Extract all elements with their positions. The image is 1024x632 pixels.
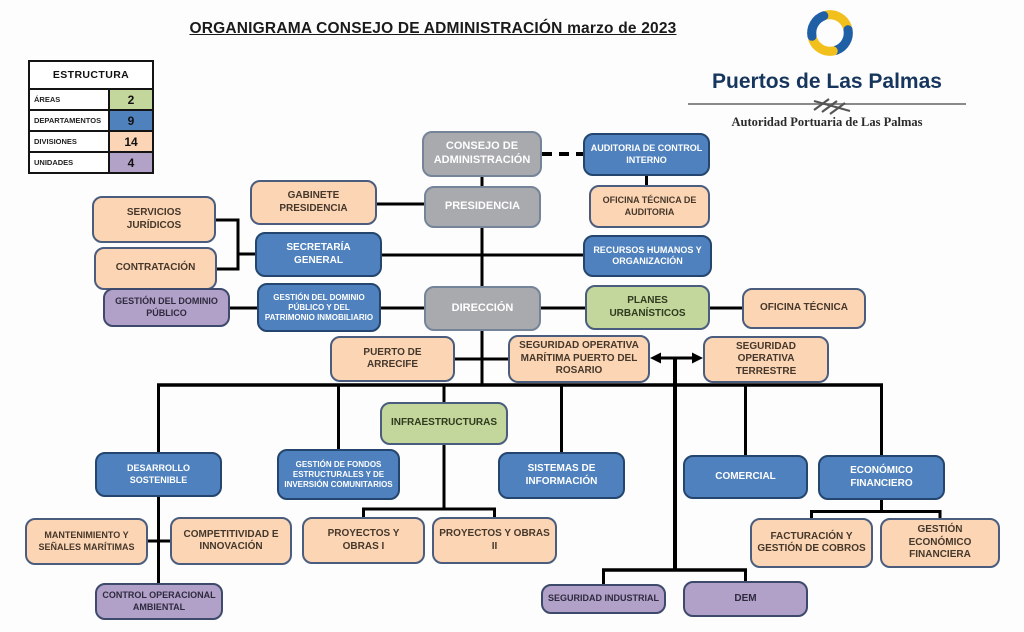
- node-puerto-de-arrecife: PUERTO DE ARRECIFE: [330, 336, 455, 382]
- node-gestion-del-dominio-publico: GESTIÓN DEL DOMINIO PÚBLICO: [103, 288, 230, 327]
- legend-value-unidades: 4: [110, 153, 152, 172]
- node-mantenimiento-y-senales-maritimas: MANTENIMIENTO Y SEÑALES MARÍTIMAS: [25, 518, 148, 565]
- legend-label-unidades: UNIDADES: [30, 153, 108, 172]
- page-title: ORGANIGRAMA CONSEJO DE ADMINISTRACIÓN marzo de 2023: [189, 20, 677, 37]
- node-gestion-economico-financiera: GESTIÓN ECONÓMICO FINANCIERA: [880, 518, 1000, 568]
- node-facturacion-y-gestion-de-cobros: FACTURACIÓN Y GESTIÓN DE COBROS: [750, 518, 873, 568]
- legend-value-divisiones: 14: [110, 132, 152, 151]
- node-proyectos-y-obras-1: PROYECTOS Y OBRAS I: [302, 517, 425, 564]
- node-planes-urbanisticos: PLANES URBANÍSTICOS: [585, 285, 710, 330]
- node-contratacion: CONTRATACIÓN: [94, 247, 217, 290]
- node-auditoria-de-control-interno: AUDITORIA DE CONTROL INTERNO: [583, 133, 710, 176]
- node-competitividad-e-innovacion: COMPETITIVIDAD E INNOVACIÓN: [170, 517, 292, 565]
- node-gabinete-presidencia: GABINETE PRESIDENCIA: [250, 180, 377, 225]
- logo-subtitle: Autoridad Portuaria de Las Palmas: [731, 115, 923, 129]
- node-dem: DEM: [683, 581, 808, 617]
- node-oficina-tecnica: OFICINA TÉCNICA: [742, 288, 866, 329]
- node-recursos-humanos-y-organizacion: RECURSOS HUMANOS Y ORGANIZACIÓN: [583, 235, 712, 277]
- node-control-operacional-ambiental: CONTROL OPERACIONAL AMBIENTAL: [95, 583, 223, 620]
- node-gestion-dominio-publico-patrimonio-inmobiliario: GESTIÓN DEL DOMINIO PÚBLICO Y DEL PATRIMONIO INMOBILIARIO: [257, 283, 381, 332]
- logo-zigzag-icon: [810, 95, 856, 115]
- node-oficina-tecnica-de-auditoria: OFICINA TÉCNICA DE AUDITORIA: [589, 185, 710, 228]
- node-servicios-juridicos: SERVICIOS JURÍDICOS: [92, 196, 216, 243]
- logo-wordmark: Puertos de Las Palmas: [712, 70, 942, 93]
- logo-swirl-icon: [798, 1, 862, 65]
- legend-label-departamentos: DEPARTAMENTOS: [30, 111, 108, 130]
- node-infraestructuras: INFRAESTRUCTURAS: [380, 402, 508, 445]
- legend-value-areas: 2: [110, 90, 152, 109]
- node-seguridad-industrial: SEGURIDAD INDUSTRIAL: [541, 584, 666, 614]
- node-gestion-de-fondos-estructurales: GESTIÓN DE FONDOS ESTRUCTURALES Y DE INVERSIÓN COMUNITARIOS: [277, 449, 400, 500]
- legend-title: ESTRUCTURA: [30, 62, 152, 88]
- node-secretaria-general: SECRETARÍA GENERAL: [255, 232, 382, 277]
- node-seguridad-operativa-maritima-puerto-del-rosario: SEGURIDAD OPERATIVA MARÍTIMA PUERTO DEL ROSARIO: [508, 335, 650, 383]
- node-direccion: DIRECCIÓN: [424, 286, 541, 331]
- node-consejo-de-administracion: CONSEJO DE ADMINISTRACIÓN: [422, 131, 542, 177]
- legend-label-divisiones: DIVISIONES: [30, 132, 108, 151]
- node-proyectos-y-obras-2: PROYECTOS Y OBRAS II: [432, 517, 557, 564]
- node-comercial: COMERCIAL: [683, 455, 808, 499]
- legend-estructura: [28, 60, 154, 174]
- legend-label-areas: ÁREAS: [30, 90, 108, 109]
- node-seguridad-operativa-terrestre: SEGURIDAD OPERATIVA TERRESTRE: [703, 336, 829, 383]
- node-desarrollo-sostenible: DESARROLLO SOSTENIBLE: [95, 452, 222, 497]
- node-economico-financiero: ECONÓMICO FINANCIERO: [818, 455, 945, 500]
- node-presidencia: PRESIDENCIA: [424, 186, 541, 228]
- node-sistemas-de-informacion: SISTEMAS DE INFORMACIÓN: [498, 452, 625, 499]
- legend-value-departamentos: 9: [110, 111, 152, 130]
